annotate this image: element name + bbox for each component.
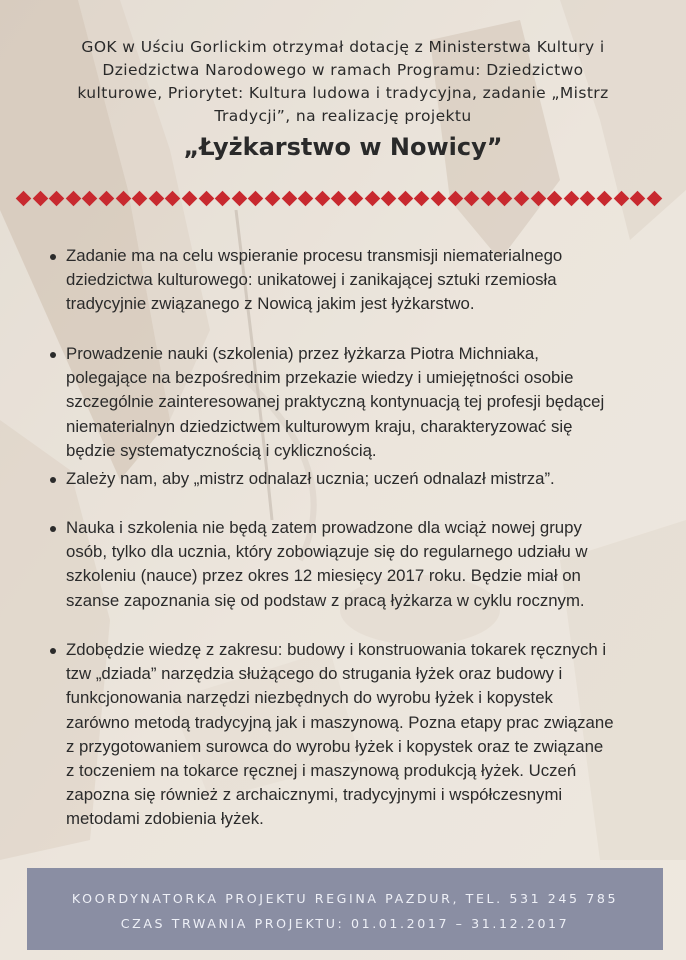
diamond-ornament-icon [215,191,231,207]
intro-line: kulturowe, Priorytet: Kultura ludowa i tradycyjna, zadanie „Mistrz [77,84,609,102]
diamond-ornament-icon [348,191,364,207]
bullet-text [66,467,664,491]
bullet-item [44,516,664,613]
bullet-item [44,342,664,463]
bullet-item [44,467,664,491]
diamond-ornament-icon [597,191,613,207]
bullet-dot-icon [50,526,56,532]
bullet-line: tradycyjnie związanego z Nowicą jakim jest łyżkarstwo. [66,294,475,314]
diamond-ornament-icon [32,191,48,207]
diamond-ornament-icon [564,191,580,207]
diamond-ornament-icon [481,191,497,207]
diamond-ornament-icon [647,191,663,207]
bullet-line: szkoleniu (nauce) przez okres 12 miesięcy 2017 roku. Będzie miał on [66,566,581,586]
bullet-line: polegające na bezpośrednim przekazie wiedzy i umiejętności osobie [66,368,574,388]
diamond-ornament-icon [497,191,513,207]
intro-line: Dziedzictwa Narodowego w ramach Programu: Dziedzictwo [102,61,584,79]
bullet-line: szczególnie zainteresowanej praktyczną kontynuacją tej profesji będącej [66,392,605,412]
diamond-ornament-icon [431,191,447,207]
diamond-ornament-icon [298,191,314,207]
bullet-line: będzie systematycznością i cyklicznością. [66,440,377,460]
diamond-ornament-icon [281,191,297,207]
bullet-item [44,244,664,317]
intro-line: GOK w Uściu Gorlickim otrzymał dotację z Ministerstwa Kultury i [81,38,605,56]
diamond-ornament-icon [364,191,380,207]
diamond-ornament-icon [99,191,115,207]
bullet-line: Zależy nam, aby „mistrz odnalazł ucznia; uczeń odnalazł mistrza”. [66,469,555,488]
diamond-ornament-icon [115,191,131,207]
bullet-line: szanse zapoznania się od podstaw z pracą łyżkarza w cyklu rocznym. [66,590,585,610]
bullet-line: Zdobędzie wiedzę z zakresu: budowy i konstruowania tokarek ręcznych i [66,640,607,659]
bullet-line: osób, tylko dla ucznia, który zobowiązuje się do regularnego udziału w [66,542,588,562]
bullet-line: Nauka i szkolenia nie będą zatem prowadzone dla wciąż nowej grupy [66,518,582,537]
footer-banner [27,868,663,950]
diamond-ornament-icon [232,191,248,207]
bullet-line: z przygotowaniem surowca do wyrobu łyżek i kopystek oraz te związane [66,736,604,756]
coordinator-info: KOORDYNATORKA PROJEKTU REGINA PAZDUR, TEL. 531 245 785 [71,891,619,906]
bullet-line: tzw „dziada” narzędzia służącego do strugania łyżek oraz budowy i [66,664,563,684]
bullet-text [66,342,664,463]
diamond-ornament-icon [182,191,198,207]
bullet-text [66,516,664,613]
bullet-line: dziedzictwa kulturowego: unikatowej i zanikającej sztuki rzemiosła [66,270,557,290]
diamond-ornament-icon [398,191,414,207]
diamond-ornament-icon [132,191,148,207]
bullet-line: zapozna się również z archaicznymi, tradycyjnymi i współczesnymi [66,785,563,805]
bullet-dot-icon [50,477,56,483]
diamond-ornament-icon [447,191,463,207]
diamond-ornament-icon [265,191,281,207]
bullet-line: funkcjonowania narzędzi niezbędnych do wyrobu łyżek i kopystek [66,688,553,708]
bullet-line: Zadanie ma na celu wspieranie procesu transmisji niematerialnego [66,246,563,265]
diamond-ornament-icon [331,191,347,207]
diamond-ornament-icon [514,191,530,207]
diamond-ornament-icon [530,191,546,207]
diamond-ornament-icon [198,191,214,207]
diamond-ornament-icon [82,191,98,207]
bullet-line: Prowadzenie nauki (szkolenia) przez łyżkarza Piotra Michniaka, [66,344,539,363]
bullet-line: niematerialnyn dziedzictwem kulturowym kraju, charakteryzować się [66,416,573,436]
diamond-ornament-icon [49,191,65,207]
diamond-ornament-icon [547,191,563,207]
project-duration: CZAS TRWANIA PROJEKTU: 01.01.2017 – 31.12.2017 [120,916,570,931]
intro-line: Tradycji”, na realizację projektu [214,107,472,125]
bullet-line: z toczeniem na tokarce ręcznej i maszynową produkcją łyżek. Uczeń [66,761,577,781]
bullet-text [66,244,664,317]
diamond-ornament-icon [630,191,646,207]
bullet-line: zarówno metodą tradycyjną jak i maszynową. Pozna etapy prac związane [66,712,614,732]
diamond-ornament-icon [613,191,629,207]
diamond-ornament-icon [248,191,264,207]
diamond-ornament-icon [149,191,165,207]
diamond-ornament-icon [381,191,397,207]
bullet-item [44,638,664,832]
diamond-ornament-icon [315,191,331,207]
diamond-ornament-icon [464,191,480,207]
diamond-ornament-icon [414,191,430,207]
intro-paragraph [30,36,656,128]
project-title: „Łyżkarstwo w Nowicy” [183,133,503,161]
diamond-ornament-icon [66,191,82,207]
diamond-ornament-icon [580,191,596,207]
bullet-dot-icon [50,352,56,358]
diamond-divider [14,190,674,210]
bullet-dot-icon [50,254,56,260]
bullet-text [66,638,664,832]
bullet-dot-icon [50,648,56,654]
bullet-line: metodami zdobienia łyżek. [66,809,264,829]
diamond-ornament-icon [16,191,32,207]
diamond-ornament-icon [165,191,181,207]
